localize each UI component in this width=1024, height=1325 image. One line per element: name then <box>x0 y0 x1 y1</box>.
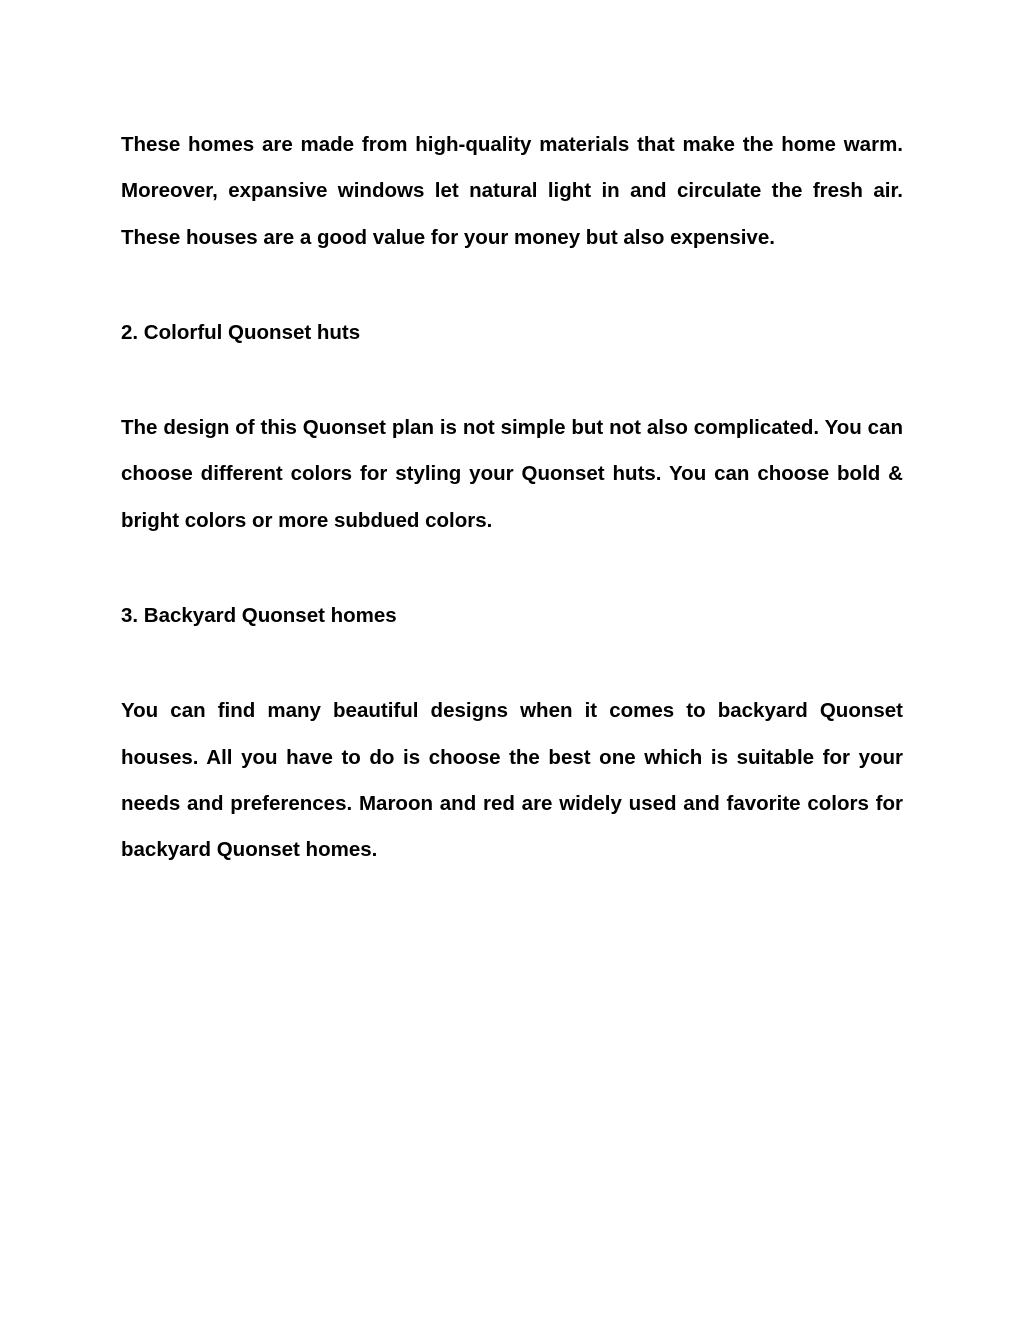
spacer <box>121 544 903 593</box>
section-heading-backyard-quonset-homes: 3. Backyard Quonset homes <box>121 604 397 628</box>
paragraph-colorful-quonset-huts: The design of this Quonset plan is not simple but not also complicated. You can choose different colors for styling your Quonset huts. You can choose bold & bright colors or more subdued colors. <box>121 416 903 532</box>
document-page <box>121 122 903 874</box>
paragraph-intro: These homes are made from high-quality materials that make the home warm. Moreover, expansive windows let natural light in and circulate the fresh air. These houses are a good value for your money but also expensive. <box>121 133 903 249</box>
spacer <box>121 261 903 310</box>
spacer <box>121 639 903 688</box>
paragraph-backyard-quonset-homes: You can find many beautiful designs when it comes to backyard Quonset houses. All you have to do is choose the best one which is suitable for your needs and preferences. Maroon and red are widely used and favorite colors for backyard Quonset homes. <box>121 699 903 862</box>
section-heading-colorful-quonset-huts: 2. Colorful Quonset huts <box>121 320 361 344</box>
spacer <box>121 356 903 405</box>
